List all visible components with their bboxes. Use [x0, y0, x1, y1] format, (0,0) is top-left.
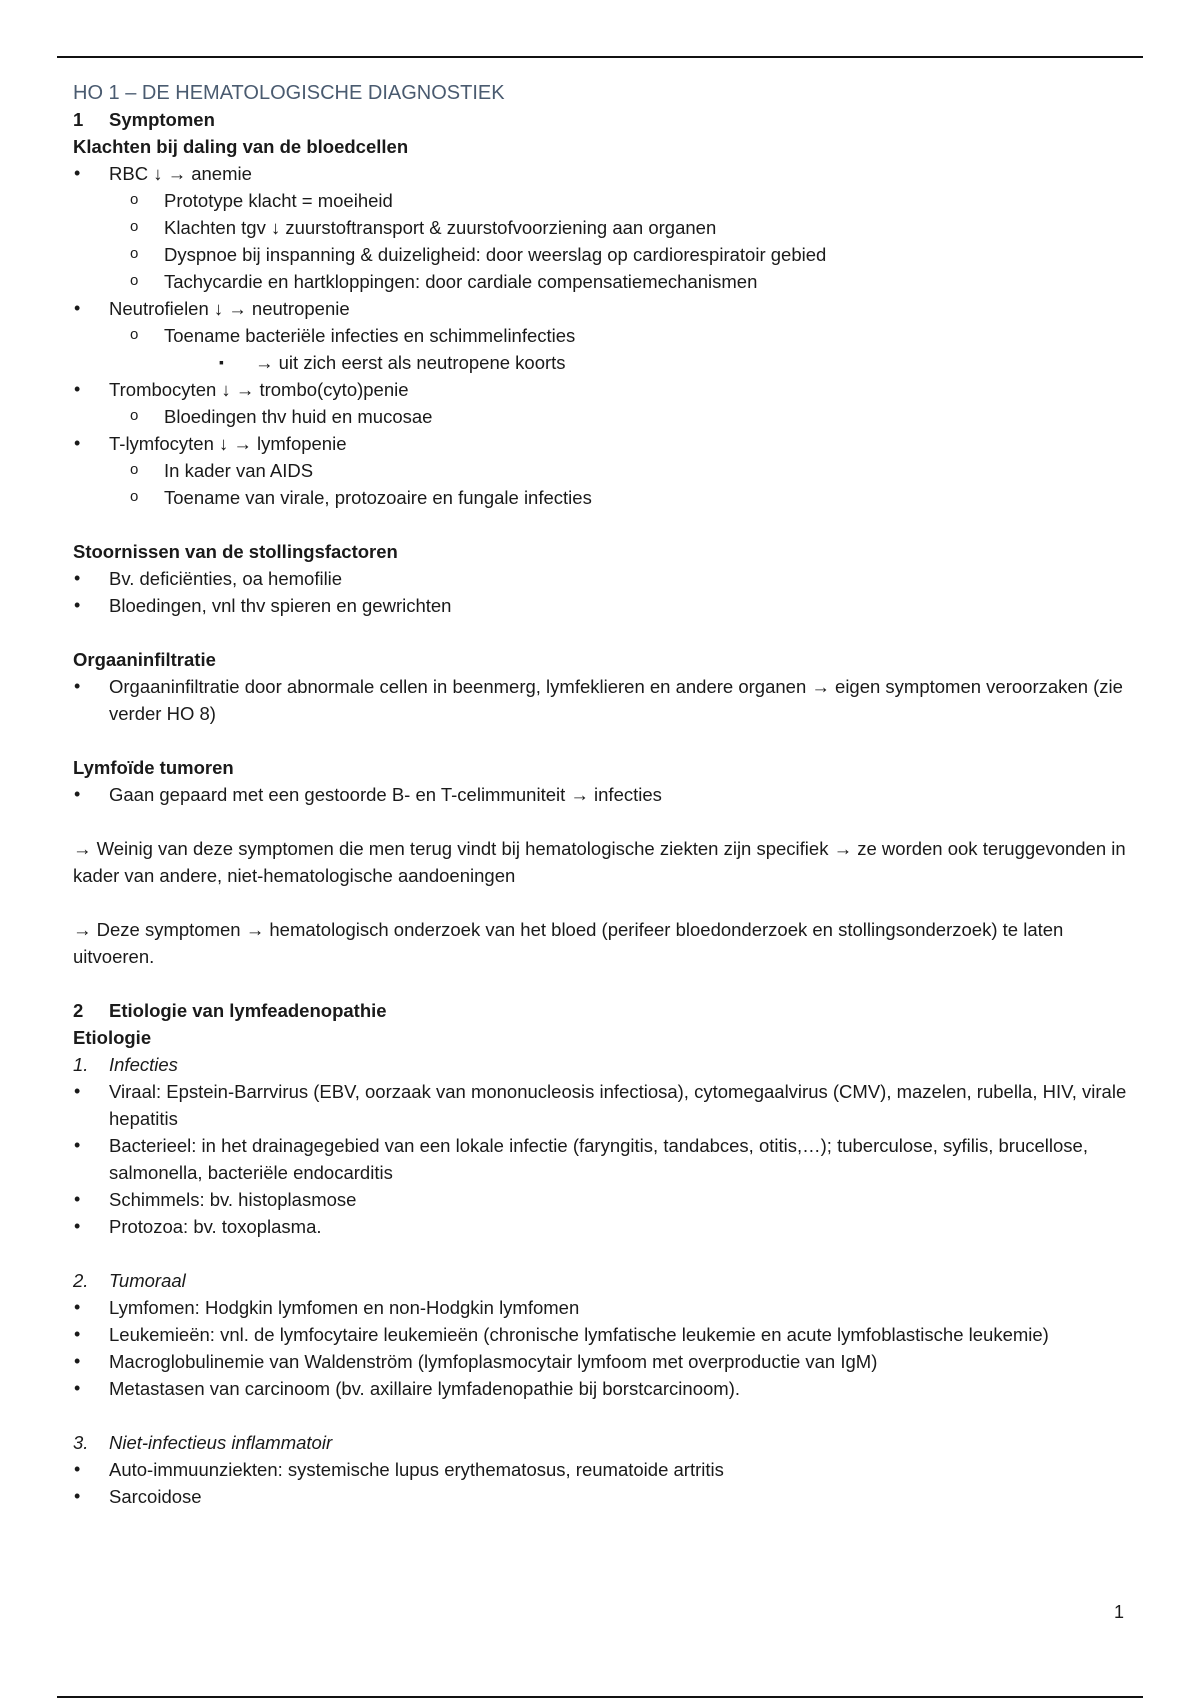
- list-item: • Protozoa: bv. toxoplasma.: [73, 1213, 1133, 1240]
- list-item: • Bloedingen, vnl thv spieren en gewrichten: [73, 592, 1133, 619]
- group-number: 3.: [73, 1432, 89, 1453]
- group-number: 2.: [73, 1270, 89, 1291]
- section-1-heading: [73, 106, 1133, 133]
- page-content: [73, 80, 1133, 1510]
- list-item: o Dyspnoe bij inspanning & duizeligheid: door weerslag op cardiorespiratoir gebied: [73, 241, 1133, 268]
- list-item: • RBC ↓ → anemie: [73, 160, 1133, 187]
- group-title: Infecties: [109, 1054, 178, 1075]
- infecties-list: [73, 1078, 1133, 1240]
- list-item: o Toename bacteriële infecties en schimmelinfecties: [73, 322, 1133, 349]
- list-item: • Schimmels: bv. histoplasmose: [73, 1186, 1133, 1213]
- section-2-number: 2: [73, 1000, 84, 1021]
- group-inflammatoir-heading: [73, 1429, 1133, 1456]
- paragraph-investigation: → Deze symptomen → hematologisch onderzoek van het bloed (perifeer bloedonderzoek en stollingsonderzoek) te laten uitvoeren.: [73, 919, 1064, 967]
- page-number: 1: [1113, 1602, 1124, 1622]
- list-item: o Prototype klacht = moeiheid: [73, 187, 1133, 214]
- footer-rule: [57, 1696, 1143, 1698]
- list-item: • Gaan gepaard met een gestoorde B- en T-celimmuniteit → infecties: [73, 781, 1133, 808]
- section-2-title: Etiologie van lymfeadenopathie: [109, 1000, 387, 1021]
- stolling-list: [73, 565, 1133, 619]
- orgaan-heading: Orgaaninfiltratie: [73, 649, 216, 670]
- list-item: • Neutrofielen ↓ → neutropenie: [73, 295, 1133, 322]
- section-1-title: Symptomen: [109, 109, 215, 130]
- group-title: Tumoraal: [109, 1270, 186, 1291]
- list-item: o Klachten tgv ↓ zuurstoftransport & zuurstofvoorziening aan organen: [73, 214, 1133, 241]
- stolling-heading: Stoornissen van de stollingsfactoren: [73, 541, 398, 562]
- header-rule: [57, 56, 1143, 58]
- list-item: • Bacterieel: in het drainagegebied van een lokale infectie (faryngitis, tandabces, otitis,…); tuberculose, syfilis, brucellose, salmonella, bacteriële endocarditis: [73, 1132, 1133, 1186]
- list-item: o In kader van AIDS: [73, 457, 1133, 484]
- list-item: o Toename van virale, protozoaire en fungale infecties: [73, 484, 1133, 511]
- list-item: • T-lymfocyten ↓ → lymfopenie: [73, 430, 1133, 457]
- lymfoid-heading: Lymfoïde tumoren: [73, 757, 234, 778]
- list-item: • Sarcoidose: [73, 1483, 1133, 1510]
- klachten-heading: Klachten bij daling van de bloedcellen: [73, 136, 409, 157]
- tumoraal-list: [73, 1294, 1133, 1402]
- list-item: • Trombocyten ↓ → trombo(cyto)penie: [73, 376, 1133, 403]
- list-item: ▪ → uit zich eerst als neutropene koorts: [73, 349, 1133, 376]
- list-item: • Lymfomen: Hodgkin lymfomen en non-Hodgkin lymfomen: [73, 1294, 1133, 1321]
- list-item: • Auto-immuunziekten: systemische lupus erythematosus, reumatoide artritis: [73, 1456, 1133, 1483]
- group-number: 1.: [73, 1054, 89, 1075]
- etiologie-heading: Etiologie: [73, 1027, 152, 1048]
- group-tumoraal-heading: [73, 1267, 1133, 1294]
- list-item: o Tachycardie en hartkloppingen: door cardiale compensatiemechanismen: [73, 268, 1133, 295]
- list-item: • Orgaaninfiltratie door abnormale cellen in beenmerg, lymfeklieren en andere organen → eigen symptomen veroorzaken (zie verder HO 8): [73, 673, 1133, 727]
- list-item: • Bv. deficiënties, oa hemofilie: [73, 565, 1133, 592]
- list-item: • Macroglobulinemie van Waldenström (lymfoplasmocytair lymfoom met overproductie van IgM): [73, 1348, 1133, 1375]
- section-2-heading: [73, 997, 1133, 1024]
- paragraph-specificity: → Weinig van deze symptomen die men terug vindt bij hematologische ziekten zijn specifiek → ze worden ook teruggevonden in kader van andere, niet-hematologische aandoeningen: [73, 838, 1126, 886]
- document-title: HO 1 – DE HEMATOLOGISCHE DIAGNOSTIEK: [73, 82, 505, 104]
- list-item: o Bloedingen thv huid en mucosae: [73, 403, 1133, 430]
- section-1-number: 1: [73, 109, 84, 130]
- group-infecties-heading: [73, 1051, 1133, 1078]
- orgaan-list: [73, 673, 1133, 727]
- list-item: • Metastasen van carcinoom (bv. axillaire lymfadenopathie bij borstcarcinoom).: [73, 1375, 1133, 1402]
- list-item: • Leukemieën: vnl. de lymfocytaire leukemieën (chronische lymfatische leukemie en acute lymfoblastische leukemie): [73, 1321, 1133, 1348]
- inflammatoir-list: [73, 1456, 1133, 1510]
- klachten-list: [73, 160, 1133, 511]
- group-title: Niet-infectieus inflammatoir: [109, 1432, 333, 1453]
- list-item: • Viraal: Epstein-Barrvirus (EBV, oorzaak van mononucleosis infectiosa), cytomegaalvirus (CMV), mazelen, rubella, HIV, virale hepatitis: [73, 1078, 1133, 1132]
- lymfoid-list: [73, 781, 1133, 808]
